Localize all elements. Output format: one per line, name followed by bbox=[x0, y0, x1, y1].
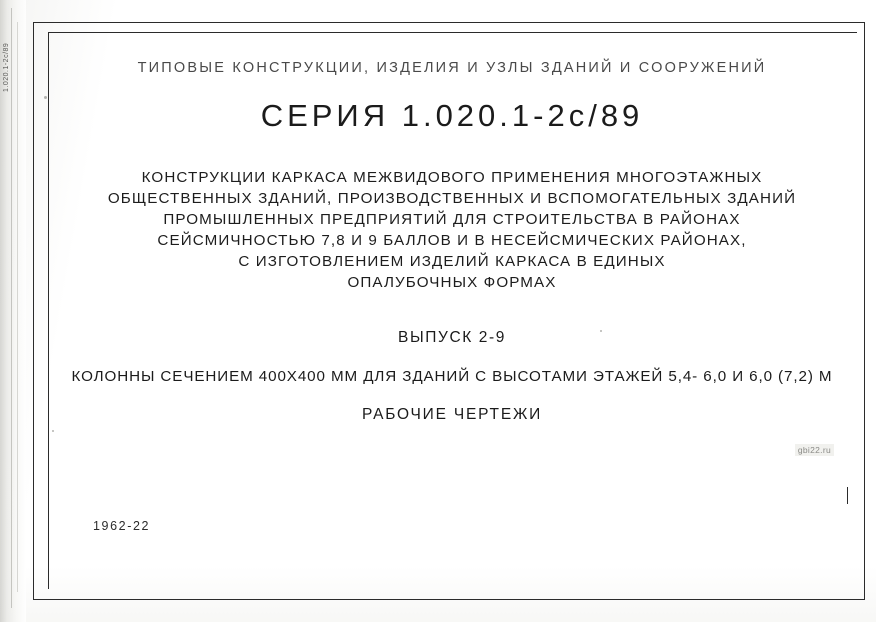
document-type: РАБОЧИЕ ЧЕРТЕЖИ bbox=[361, 406, 543, 423]
description-line: С ИЗГОТОВЛЕНИЕМ ИЗДЕЛИЙ КАРКАСА В ЕДИНЫХ bbox=[238, 253, 666, 270]
description-line: ПРОМЫШЛЕННЫХ ПРЕДПРИЯТИЙ ДЛЯ СТРОИТЕЛЬСТВА В РАЙОНАХ bbox=[163, 211, 741, 228]
title-block bbox=[48, 32, 856, 588]
description-line: СЕЙСМИЧНОСТЬЮ 7,8 И 9 БАЛЛОВ И В НЕСЕЙСМИЧЕСКИХ РАЙОНАХ, bbox=[157, 232, 747, 249]
description-line: КОНСТРУКЦИИ КАРКАСА МЕЖВИДОВОГО ПРИМЕНЕНИЯ МНОГОЭТАЖНЫХ bbox=[141, 169, 763, 186]
document-subject: КОЛОННЫ СЕЧЕНИЕМ 400Х400 ММ ДЛЯ ЗДАНИЙ С ВЫСОТАМИ ЭТАЖЕЙ 5,4- 6,0 И 6,0 (7,2) М bbox=[71, 368, 833, 385]
document-description bbox=[48, 167, 856, 293]
document-series: СЕРИЯ 1.020.1-2с/89 bbox=[260, 98, 644, 133]
document-kicker: ТИПОВЫЕ КОНСТРУКЦИИ, ИЗДЕЛИЯ И УЗЛЫ ЗДАНИЙ И СООРУЖЕНИЙ bbox=[137, 60, 767, 76]
scan-edge-line-outer bbox=[11, 8, 12, 608]
site-watermark: gbi22.ru bbox=[795, 444, 834, 456]
document-number: 1962-22 bbox=[93, 519, 151, 533]
scan-edge-shadow bbox=[0, 0, 26, 622]
document-issue: ВЫПУСК 2-9 bbox=[398, 329, 506, 346]
side-margin-code bbox=[3, 76, 10, 92]
description-line: ОПАЛУБОЧНЫХ ФОРМАХ bbox=[347, 274, 557, 291]
scan-speck bbox=[600, 330, 602, 332]
margin-tick-mark bbox=[847, 487, 848, 504]
scan-speck bbox=[52, 430, 54, 432]
description-line: ОБЩЕСТВЕННЫХ ЗДАНИЙ, ПРОИЗВОДСТВЕННЫХ И ВСПОМОГАТЕЛЬНЫХ ЗДАНИЙ bbox=[107, 190, 797, 207]
scan-speck bbox=[44, 96, 47, 99]
scan-edge-line-inner bbox=[17, 22, 18, 592]
